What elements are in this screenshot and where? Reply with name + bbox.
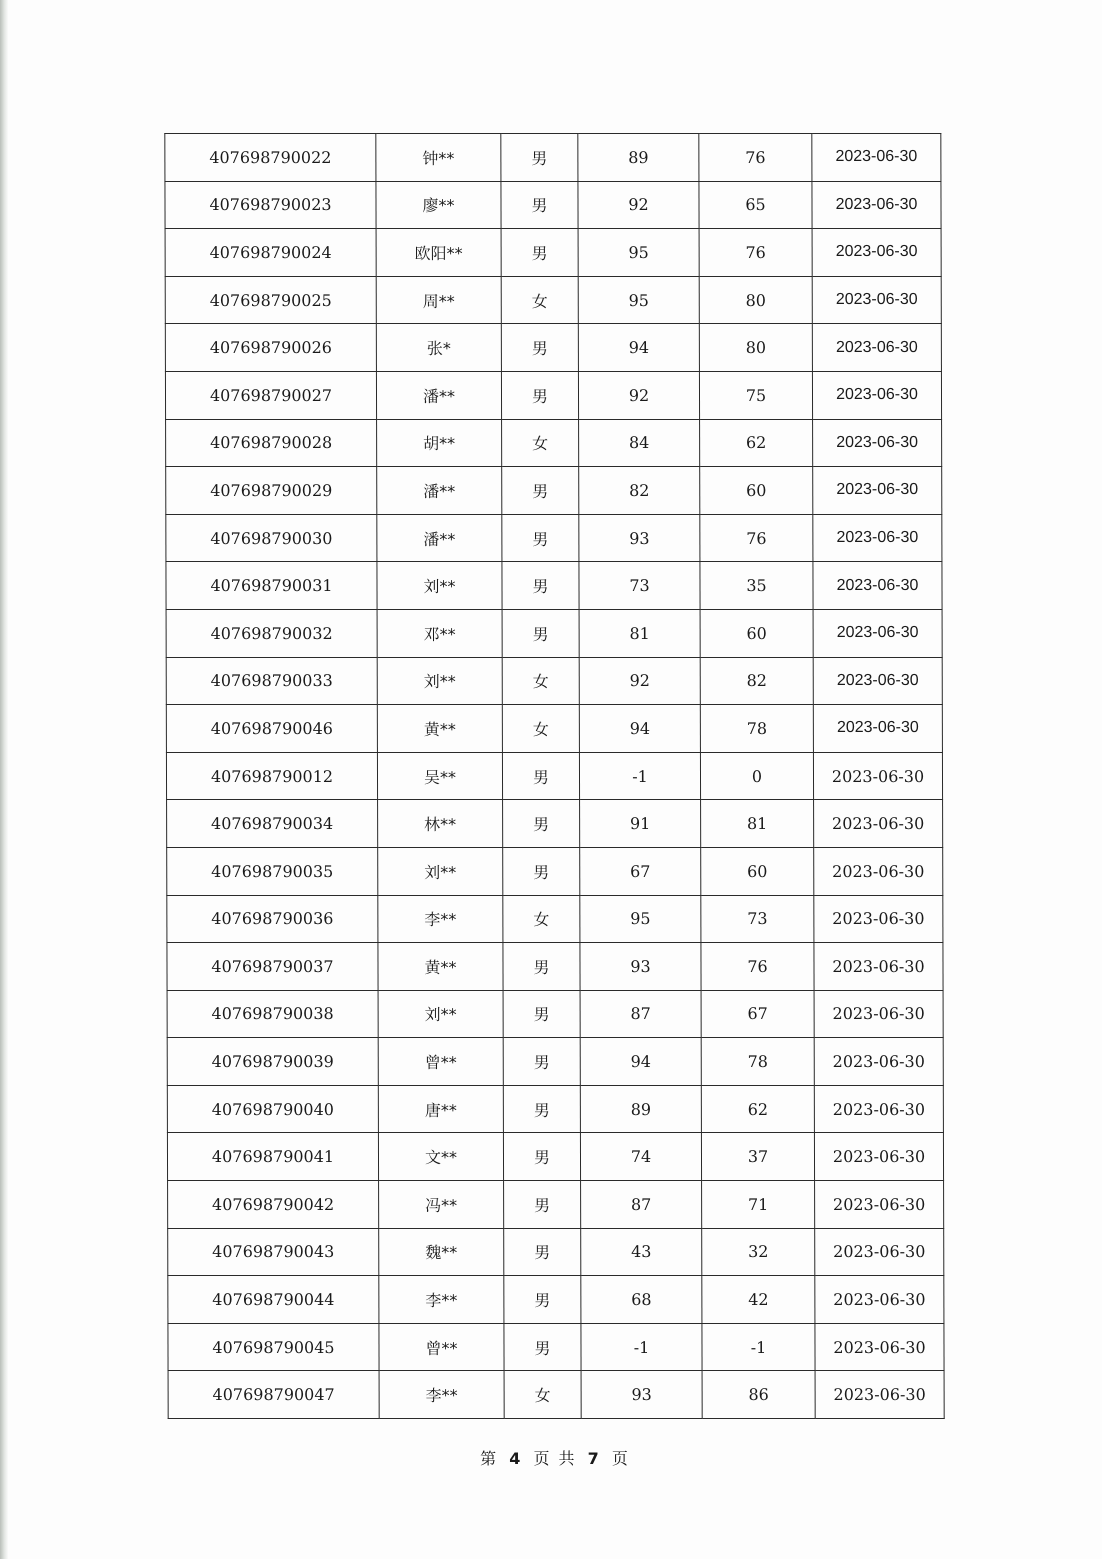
cell-sex: 男	[502, 467, 579, 515]
cell-score-1: 74	[580, 1133, 701, 1181]
cell-id: 407698790034	[167, 800, 378, 848]
cell-sex: 男	[504, 1228, 581, 1276]
cell-sex: 男	[502, 514, 579, 562]
cell-score-1: 92	[578, 181, 699, 229]
cell-score-2: 73	[701, 895, 814, 943]
cell-sex: 女	[502, 705, 579, 753]
cell-score-1: 87	[581, 1181, 702, 1229]
table-row	[166, 752, 942, 800]
table-row	[165, 276, 941, 324]
cell-date: 2023-06-30	[814, 847, 943, 895]
cell-date: 2023-06-30	[812, 134, 941, 182]
cell-id: 407698790028	[166, 419, 377, 467]
cell-name: 刘**	[377, 657, 502, 705]
cell-score-1: 95	[578, 276, 699, 324]
table-container	[164, 133, 943, 1419]
cell-name: 周**	[376, 276, 501, 324]
cell-name: 李**	[379, 1276, 504, 1324]
cell-score-2: 60	[700, 609, 813, 657]
cell-id: 407698790040	[167, 1085, 378, 1133]
cell-name: 刘**	[378, 847, 503, 895]
table-row	[166, 419, 942, 467]
cell-score-1: 81	[579, 609, 700, 657]
cell-id: 407698790025	[165, 276, 376, 324]
cell-sex: 男	[501, 324, 578, 372]
cell-name: 潘**	[376, 371, 501, 419]
cell-date: 2023-06-30	[815, 1276, 944, 1324]
cell-sex: 女	[502, 419, 579, 467]
cell-score-1: 43	[581, 1228, 702, 1276]
table-row	[167, 1133, 943, 1181]
cell-score-2: 32	[702, 1228, 815, 1276]
cell-date: 2023-06-30	[814, 943, 943, 991]
cell-sex: 男	[501, 181, 578, 229]
cell-name: 钟**	[376, 134, 501, 182]
cell-id: 407698790036	[167, 895, 378, 943]
table-row	[166, 562, 942, 610]
cell-score-1: 94	[579, 705, 700, 753]
cell-score-2: -1	[702, 1323, 815, 1371]
cell-score-1: -1	[579, 752, 700, 800]
cell-score-2: 37	[701, 1133, 814, 1181]
cell-id: 407698790023	[165, 181, 376, 229]
cell-score-1: 94	[580, 1038, 701, 1086]
cell-score-2: 65	[699, 181, 812, 229]
table-row	[167, 847, 943, 895]
cell-score-2: 76	[700, 514, 813, 562]
table-row	[167, 800, 943, 848]
cell-name: 曾**	[378, 1038, 503, 1086]
cell-sex: 男	[502, 562, 579, 610]
cell-id: 407698790035	[167, 847, 378, 895]
cell-name: 潘**	[377, 467, 502, 515]
cell-id: 407698790042	[168, 1181, 379, 1229]
records-table	[164, 133, 944, 1419]
cell-score-1: 84	[579, 419, 700, 467]
table-row	[167, 1085, 943, 1133]
cell-date: 2023-06-30	[812, 276, 941, 324]
cell-date: 2023-06-30	[813, 705, 942, 753]
cell-date: 2023-06-30	[814, 1133, 943, 1181]
cell-sex: 男	[501, 134, 578, 182]
cell-sex: 男	[503, 990, 580, 1038]
table-row	[168, 1323, 944, 1371]
cell-id: 407698790026	[165, 324, 376, 372]
cell-id: 407698790032	[166, 609, 377, 657]
table-row	[166, 705, 942, 753]
table-row	[167, 943, 943, 991]
cell-date: 2023-06-30	[814, 895, 943, 943]
cell-id: 407698790030	[166, 514, 377, 562]
table-row	[165, 134, 941, 182]
cell-sex: 男	[503, 847, 580, 895]
cell-id: 407698790038	[167, 990, 378, 1038]
cell-score-1: 93	[580, 943, 701, 991]
table-row	[166, 514, 942, 562]
table-row	[165, 181, 941, 229]
cell-sex: 男	[503, 1133, 580, 1181]
cell-date: 2023-06-30	[812, 181, 941, 229]
table-row	[166, 609, 942, 657]
cell-name: 曾**	[379, 1323, 504, 1371]
cell-score-2: 35	[700, 562, 813, 610]
cell-sex: 女	[504, 1371, 581, 1419]
cell-score-1: 73	[579, 562, 700, 610]
cell-name: 刘**	[377, 562, 502, 610]
cell-id: 407698790046	[166, 705, 377, 753]
table-row	[165, 229, 941, 277]
table-row	[168, 1228, 944, 1276]
cell-score-2: 60	[700, 467, 813, 515]
table-row	[166, 467, 942, 515]
cell-name: 欧阳**	[376, 229, 501, 277]
cell-score-1: 89	[580, 1085, 701, 1133]
cell-name: 张*	[376, 324, 501, 372]
cell-name: 刘**	[378, 990, 503, 1038]
footer-page-number: 4	[509, 1449, 523, 1468]
cell-date: 2023-06-30	[814, 1085, 943, 1133]
page-footer	[0, 1446, 1102, 1469]
cell-id: 407698790047	[168, 1371, 379, 1419]
cell-id: 407698790037	[167, 943, 378, 991]
cell-id: 407698790029	[166, 467, 377, 515]
cell-date: 2023-06-30	[814, 800, 943, 848]
cell-score-2: 0	[700, 752, 813, 800]
cell-date: 2023-06-30	[815, 1228, 944, 1276]
cell-sex: 男	[504, 1276, 581, 1324]
cell-score-1: 68	[581, 1276, 702, 1324]
cell-score-2: 75	[699, 371, 812, 419]
cell-name: 林**	[378, 800, 503, 848]
cell-date: 2023-06-30	[813, 657, 942, 705]
cell-score-1: 94	[578, 324, 699, 372]
cell-sex: 女	[501, 276, 578, 324]
cell-score-2: 82	[700, 657, 813, 705]
cell-date: 2023-06-30	[815, 1181, 944, 1229]
cell-date: 2023-06-30	[814, 1038, 943, 1086]
cell-score-2: 76	[699, 229, 812, 277]
cell-score-2: 76	[701, 943, 814, 991]
cell-date: 2023-06-30	[812, 371, 941, 419]
cell-score-1: 95	[578, 229, 699, 277]
table-row	[167, 1038, 943, 1086]
cell-name: 吴**	[377, 752, 502, 800]
cell-id: 407698790031	[166, 562, 377, 610]
cell-name: 廖**	[376, 181, 501, 229]
cell-name: 冯**	[379, 1181, 504, 1229]
records-table-body	[165, 134, 944, 1419]
cell-date: 2023-06-30	[812, 324, 941, 372]
cell-date: 2023-06-30	[813, 562, 942, 610]
cell-name: 李**	[379, 1371, 504, 1419]
cell-id: 407698790027	[165, 371, 376, 419]
cell-name: 黄**	[377, 705, 502, 753]
cell-date: 2023-06-30	[815, 1323, 944, 1371]
cell-sex: 男	[501, 371, 578, 419]
cell-date: 2023-06-30	[813, 419, 942, 467]
cell-id: 407698790041	[167, 1133, 378, 1181]
cell-sex: 男	[504, 1323, 581, 1371]
cell-sex: 男	[501, 229, 578, 277]
cell-name: 黄**	[378, 943, 503, 991]
cell-score-1: 93	[579, 514, 700, 562]
cell-sex: 女	[503, 895, 580, 943]
cell-date: 2023-06-30	[813, 514, 942, 562]
cell-name: 文**	[378, 1133, 503, 1181]
cell-id: 407698790043	[168, 1228, 379, 1276]
cell-id: 407698790022	[165, 134, 376, 182]
cell-score-2: 71	[702, 1181, 815, 1229]
cell-date: 2023-06-30	[812, 229, 941, 277]
cell-date: 2023-06-30	[813, 467, 942, 515]
cell-score-2: 86	[702, 1371, 815, 1419]
cell-score-1: 91	[580, 800, 701, 848]
cell-name: 魏**	[379, 1228, 504, 1276]
cell-score-2: 60	[701, 847, 814, 895]
cell-name: 胡**	[377, 419, 502, 467]
table-row	[166, 657, 942, 705]
cell-score-1: 92	[578, 371, 699, 419]
cell-score-1: 67	[580, 847, 701, 895]
cell-name: 邓**	[377, 609, 502, 657]
table-row	[165, 324, 941, 372]
cell-date: 2023-06-30	[813, 609, 942, 657]
footer-prefix: 第	[480, 1449, 499, 1468]
footer-suffix: 页	[611, 1449, 630, 1468]
table-row	[168, 1181, 944, 1229]
cell-date: 2023-06-30	[814, 990, 943, 1038]
cell-score-2: 80	[699, 324, 812, 372]
cell-sex: 男	[503, 800, 580, 848]
footer-total-pages: 7	[587, 1449, 601, 1468]
cell-name: 潘**	[377, 514, 502, 562]
table-row	[168, 1276, 944, 1324]
cell-id: 407698790044	[168, 1276, 379, 1324]
cell-date: 2023-06-30	[813, 752, 942, 800]
cell-id: 407698790012	[166, 752, 377, 800]
cell-name: 李**	[378, 895, 503, 943]
cell-name: 唐**	[378, 1085, 503, 1133]
cell-score-1: 82	[579, 467, 700, 515]
table-row	[165, 371, 941, 419]
cell-score-2: 42	[702, 1276, 815, 1324]
cell-score-2: 62	[701, 1085, 814, 1133]
cell-id: 407698790024	[165, 229, 376, 277]
cell-score-1: 89	[578, 134, 699, 182]
cell-score-2: 81	[701, 800, 814, 848]
scan-edge	[0, 0, 8, 1559]
footer-middle: 页 共	[533, 1449, 577, 1468]
cell-sex: 男	[502, 752, 579, 800]
cell-score-2: 80	[699, 276, 812, 324]
cell-score-1: 87	[580, 990, 701, 1038]
cell-sex: 男	[503, 1085, 580, 1133]
cell-sex: 男	[502, 609, 579, 657]
cell-score-1: -1	[581, 1323, 702, 1371]
cell-score-1: 93	[581, 1371, 702, 1419]
table-row	[167, 895, 943, 943]
cell-score-2: 67	[701, 990, 814, 1038]
cell-score-1: 95	[580, 895, 701, 943]
cell-id: 407698790039	[167, 1038, 378, 1086]
cell-sex: 男	[503, 943, 580, 991]
cell-id: 407698790045	[168, 1323, 379, 1371]
cell-sex: 女	[502, 657, 579, 705]
cell-date: 2023-06-30	[815, 1371, 944, 1419]
table-row	[168, 1371, 944, 1419]
cell-score-1: 92	[579, 657, 700, 705]
table-row	[167, 990, 943, 1038]
cell-score-2: 62	[700, 419, 813, 467]
cell-score-2: 76	[699, 134, 812, 182]
cell-score-2: 78	[701, 1038, 814, 1086]
cell-sex: 男	[503, 1038, 580, 1086]
cell-sex: 男	[504, 1181, 581, 1229]
cell-score-2: 78	[700, 705, 813, 753]
cell-id: 407698790033	[166, 657, 377, 705]
